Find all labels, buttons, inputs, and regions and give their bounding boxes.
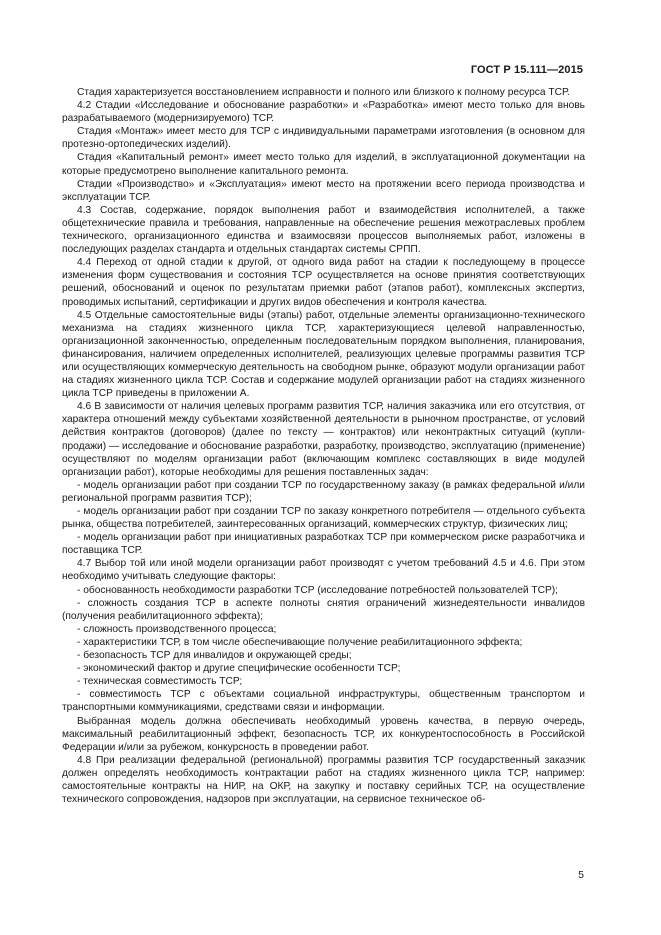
paragraph: 4.8 При реализации федеральной (региональной) программы развития ТСР государственный заказчик должен определять необходимость контрактации работ на стадиях жизненного цикла ТСР, например: самостоятельные контракты на НИР, на ОКР, на закупку и поставку серийных ТСР, на осуществление технического сопровождения, надзоров при эксплуатации, на сервисное техническое об-: [62, 754, 585, 806]
list-item: - сложность создания ТСР в аспекте полноты снятия ограничений жизнедеятельности инвалидов (получения реабилитационного эффекта);: [62, 597, 585, 622]
document-body: [62, 86, 585, 806]
list-item: - совместимость ТСР с объектами социальной инфраструктуры, общественным транспортом и транспортными коммуникациями, средствами связи и информации.: [62, 689, 585, 714]
list-item: - характеристики ТСР, в том числе обеспечивающие получение реабилитационного эффекта;: [77, 636, 523, 648]
paragraph: 4.2 Стадии «Исследование и обоснование разработки» и «Разработка» имеют место только для вновь разрабатываемого (модернизируемого) ТСР.: [62, 100, 585, 125]
list-item: - экономический фактор и другие специфические особенности ТСР;: [77, 663, 401, 675]
page-footer: [578, 869, 584, 881]
paragraph: 4.3 Состав, содержание, порядок выполнения работ и взаимодействия исполнителей, а также общетехнические правила и требования, направленные на обеспечение решения межотраслевых проблем технического, организационного единства и взаимосвязи процессов выполняемых работ, изложены в последующих разделах стандарта и отдельных стандартах системы СРПП.: [62, 204, 585, 256]
list-item: - модель организации работ при инициативных разработках ТСР при коммерческом риске разработчика и поставщика ТСР.: [62, 532, 585, 557]
paragraph: Стадия «Монтаж» имеет место для ТСР с индивидуальными параметрами изготовления (в основном для протезно-ортопедических изделий).: [62, 126, 585, 151]
paragraph: 4.7 Выбор той или иной модели организации работ производят с учетом требований 4.5 и 4.6. При этом необходимо учитывать следующие факторы:: [62, 558, 585, 583]
paragraph: 4.4 Переход от одной стадии к другой, от одного вида работ на стадии к последующему в процессе изменения форм существования и состояния ТСР осуществляется на основе принятия соответствующих решений, обоснований и оценок по результатам приемки работ (этапов работ), комплексных экспертиз, проводимых испытаний, сертификации и других видов обеспечения и контроля качества.: [62, 257, 585, 308]
paragraph: Выбранная модель должна обеспечивать необходимый уровень качества, в первую очередь, максимальный реабилитационный эффект, безопасность ТСР, их конкурентоспособность в Российской Федерации и/или за рубежом, конкурсность в проведении работ.: [62, 715, 585, 753]
document-header: [471, 64, 583, 76]
paragraph: Стадии «Производство» и «Эксплуатация» имеют место на протяжении всего периода производства и эксплуатации ТСР.: [62, 178, 585, 203]
list-item: - модель организации работ при создании ТСР по государственному заказу (в рамках федеральной и/или региональной программ развития ТСР);: [62, 479, 585, 504]
page-number: 5: [578, 869, 584, 881]
paragraph: Стадия «Капитальный ремонт» имеет место только для изделий, в эксплуатационной документации на которые предусмотрено выполнение капитального ремонта.: [62, 152, 585, 177]
paragraph: 4.5 Отдельные самостоятельные виды (этапы) работ, отдельные элементы организационно-технического механизма на стадиях жизненного цикла ТСР, характеризующиеся целевой направленностью, организационной законченностью, определенным последовательным порядком выполнения, планирования, финансирования, наличием определенных исполнителей, реализующих целевые программы развития ТСР или осуществляющих коммерческую деятельность на свободном рынке, образуют модули организации работ на стадиях жизненного цикла ТСР. Состав и содержание модулей организации работ на стадиях жизненного цикла ТСР приведены в приложении А.: [62, 309, 585, 400]
list-item: - сложность производственного процесса;: [77, 623, 277, 635]
list-item: - обоснованность необходимости разработки ТСР (исследование потребностей пользователей ТСР);: [77, 584, 558, 596]
list-item: - техническая совместимость ТСР;: [77, 676, 243, 688]
list-item: - модель организации работ при создании ТСР по заказу конкретного потребителя — отдельного субъекта рынка, общества потребителей, заинтересованных организаций, коммерческих структур, физических лиц;: [62, 506, 585, 531]
paragraph: Стадия характеризуется восстановлением исправности и полного или близкого к полному ресурса ТСР.: [77, 87, 570, 98]
list-item: - безопасность ТСР для инвалидов и окружающей среды;: [77, 650, 352, 662]
standard-id: ГОСТ Р 15.111—2015: [470, 64, 583, 76]
paragraph: 4.6 В зависимости от наличия целевых программ развития ТСР, наличия заказчика или его отсутствия, от характера отношений между субъектами хозяйственной деятельности в рыночном пространстве, от условий действия контрактов (договоров) (далее по тексту — контрактов) или неконтрактных ситуаций (купли-продажи) — исследование и обоснование разработки, разработку, производство, эксплуатацию (применение) осуществляют по моделям организации работ (включающим комплекс составляющих в виде модулей организации работ), которые необходимы для решения поставленных задач:: [62, 401, 585, 478]
